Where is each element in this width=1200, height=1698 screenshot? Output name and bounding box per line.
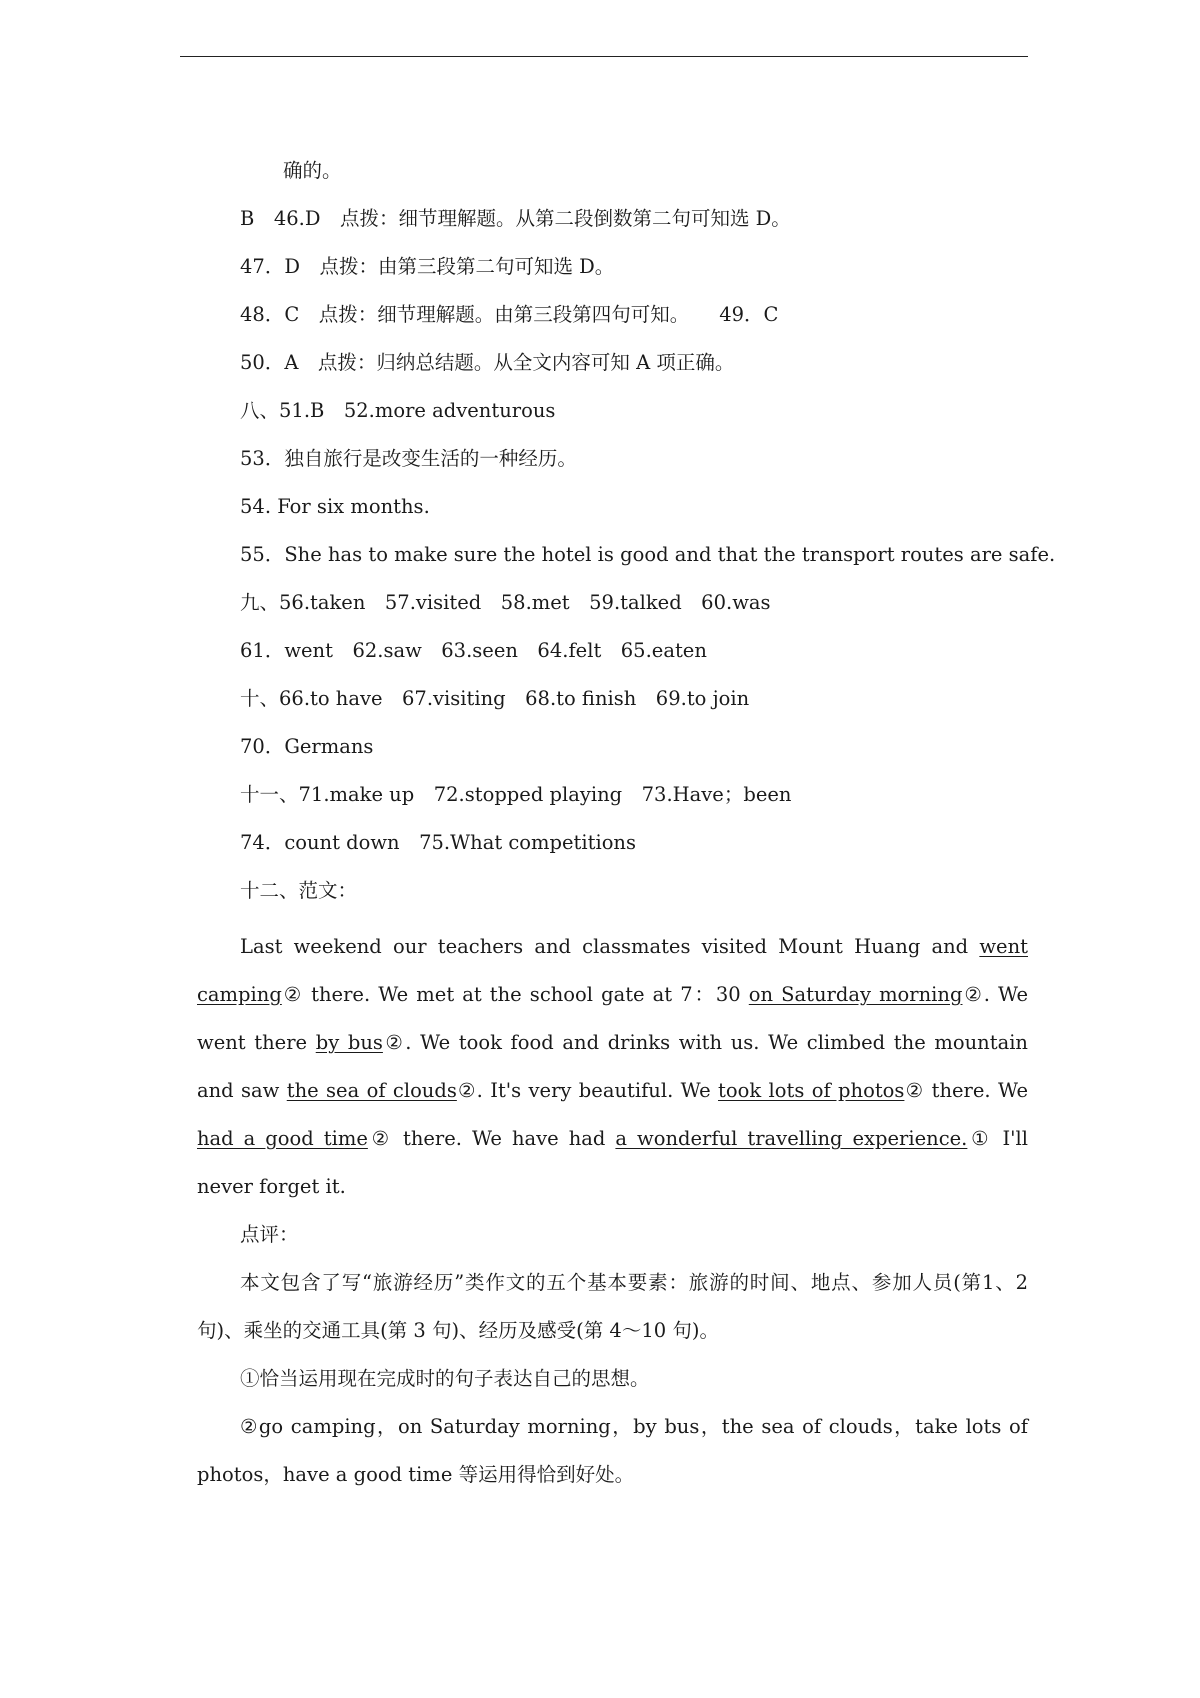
answer-line-55: 55．She has to make sure the hotel is good and that the transport routes are safe.	[240, 543, 1056, 566]
underlined-phrase: had a good time	[197, 1127, 368, 1150]
comment-paragraph-1: 本文包含了写“旅游经历”类作文的五个基本要素：旅游的时间、地点、参加人员(第1、2 句)、乘坐的交通工具(第 3 句)、经历及感受(第 4～10 句)。	[197, 1271, 1028, 1342]
underlined-phrase: took lots of photos	[718, 1079, 905, 1102]
answer-line-74: 74．count down 75.What competitions	[240, 831, 636, 854]
underlined-phrase: the sea of clouds	[286, 1079, 457, 1102]
answer-line-61: 61．went 62.saw 63.seen 64.felt 65.eaten	[240, 639, 707, 662]
answer-line-50: 50．A 点拨：归纳总结题。从全文内容可知 A 项正确。	[240, 351, 735, 374]
answer-48: 48．C 点拨：细节理解题。由第三段第四句可知。	[240, 303, 690, 326]
answer-line-47: 47．D 点拨：由第三段第二句可知选 D。	[240, 255, 615, 278]
header-rule	[180, 56, 1028, 57]
answer-line-48-49	[197, 299, 1028, 347]
underlined-phrase: on Saturday morning	[748, 983, 963, 1006]
answer-line-section-10: 十、66.to have 67.visiting 68.to finish 69.to join	[240, 687, 750, 710]
answer-key-content	[197, 155, 1056, 1499]
answer-line-section-12: 十二、范文：	[240, 879, 358, 902]
answer-line-continuation: 确的。	[283, 159, 342, 182]
comment-paragraph-2: ①恰当运用现在完成时的句子表达自己的思想。	[240, 1367, 650, 1390]
underlined-phrase: went camping	[197, 935, 1028, 1006]
underlined-phrase: by bus	[315, 1031, 383, 1054]
model-essay: Last weekend our teachers and classmates visited Mount Huang and went camping② there. We met at the school gate at 7：30 on Saturday morning②. We went there by bus②. We took food and drinks with us. We climbed the mountain and saw the sea of clouds②. It's very beautiful. We took lots of photos② there. We had a good time② there. We have had a wonderful travelling experience.① I'll never forget it.	[197, 935, 1029, 1198]
answer-line-section-8: 八、51.B 52.more adventurous	[240, 399, 556, 422]
answer-49: 49．C	[719, 303, 779, 326]
answer-line-53: 53．独自旅行是改变生活的一种经历。	[240, 447, 577, 470]
answer-line-b-46: B 46.D 点拨：细节理解题。从第二段倒数第二句可知选 D。	[240, 207, 791, 230]
comment-heading: 点评：	[240, 1223, 299, 1246]
answer-line-54: 54. For six months.	[240, 495, 430, 518]
answer-line-section-11: 十一、71.make up 72.stopped playing 73.Have；been	[240, 783, 792, 806]
underlined-phrase: a wonderful travelling experience.	[615, 1127, 968, 1150]
comment-paragraph-3: ②go camping，on Saturday morning，by bus，the sea of clouds，take lots of photos，have a good time 等运用得恰到好处。	[197, 1415, 1028, 1486]
answer-line-70: 70．Germans	[240, 735, 374, 758]
answer-line-section-9: 九、56.taken 57.visited 58.met 59.talked 60.was	[240, 591, 771, 614]
